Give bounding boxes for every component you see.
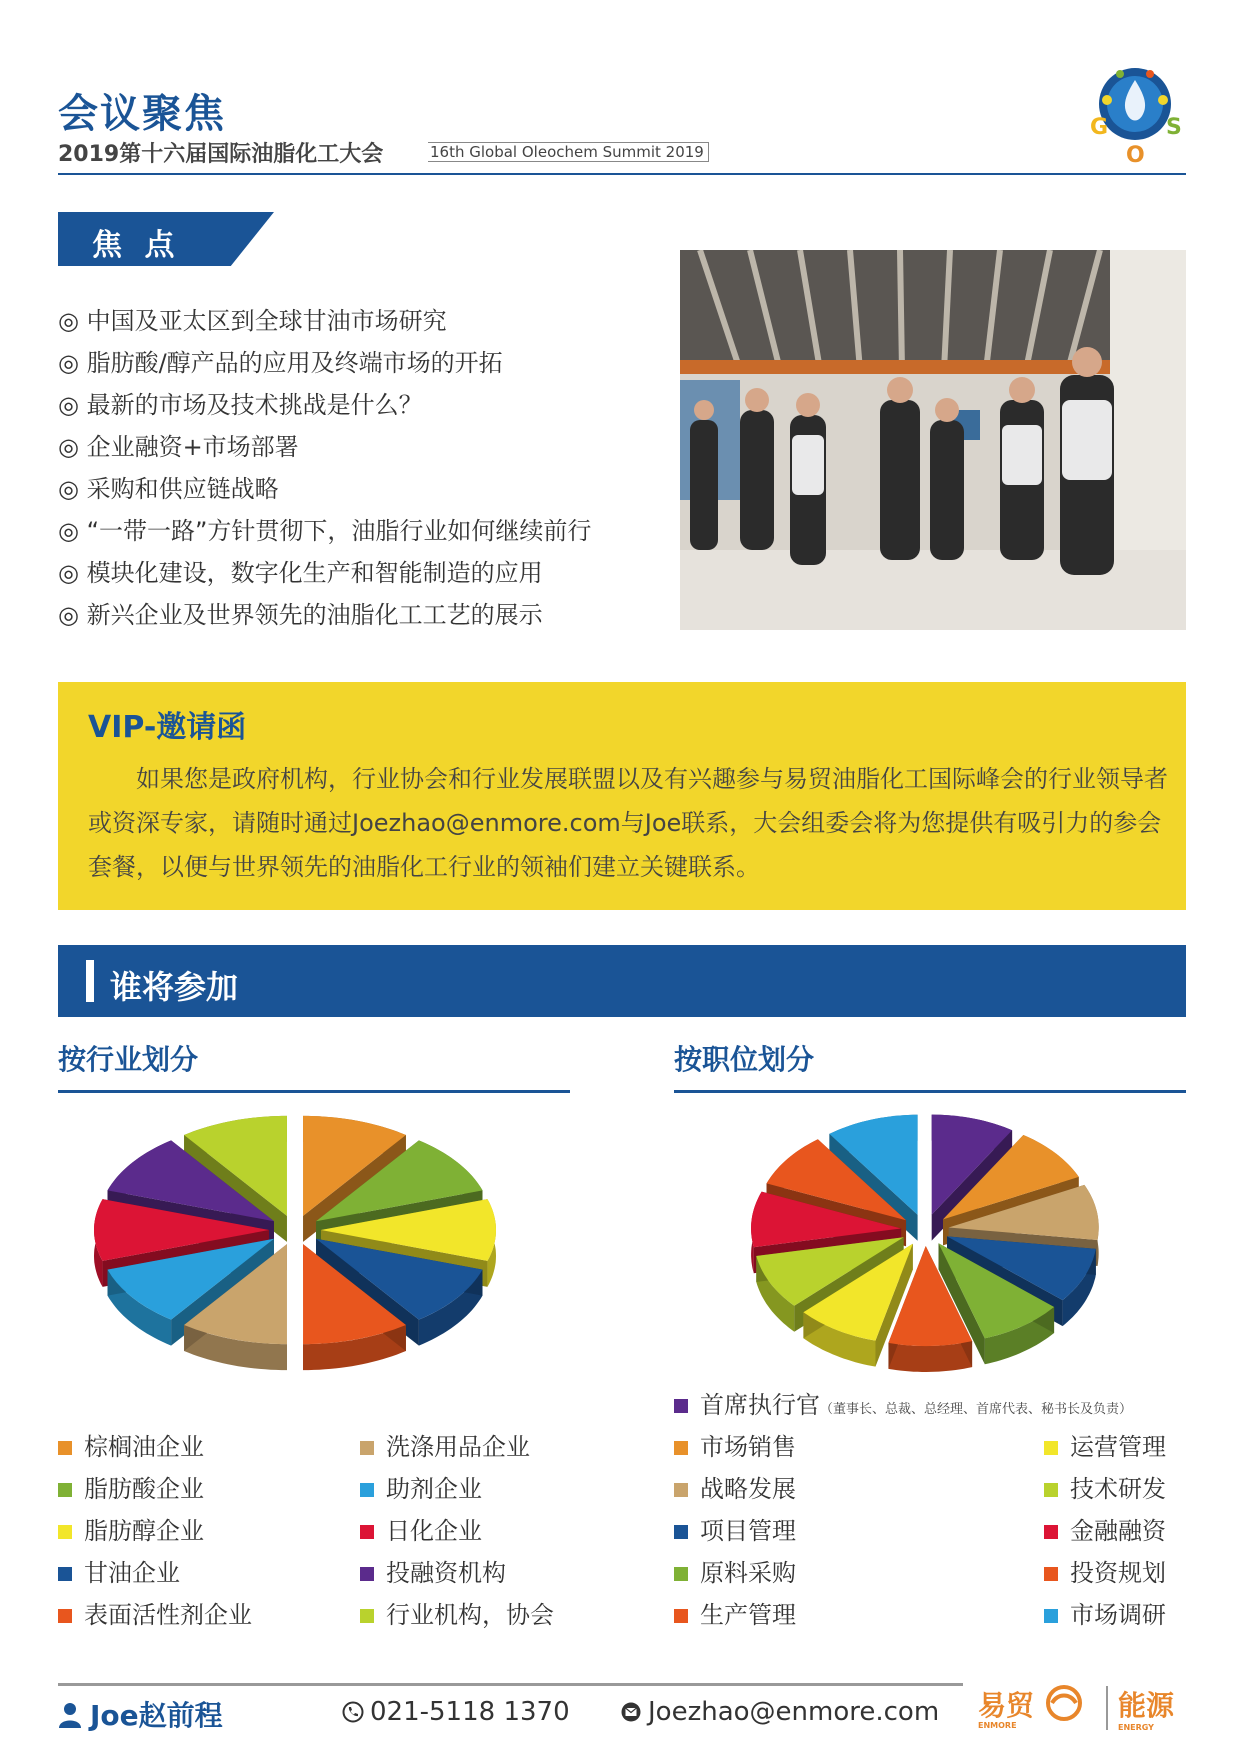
phone-icon — [342, 1701, 364, 1723]
industry-pie-chart — [90, 1110, 510, 1390]
legend-swatch — [58, 1609, 72, 1623]
logo-letter-s: S — [1166, 115, 1182, 140]
legend-label: 脂肪醇企业 — [84, 1517, 204, 1545]
legend-item — [360, 1552, 554, 1594]
legend-label: 棕榈油企业 — [84, 1433, 204, 1461]
contact-name-text: Joe赵前程 — [90, 1699, 223, 1732]
legend-item — [58, 1510, 252, 1552]
position-legend-col-2 — [1044, 1426, 1166, 1636]
enmore-logo-text: 易贸 — [978, 1689, 1035, 1722]
legend-label: 市场调研 — [1070, 1601, 1166, 1629]
legend-swatch — [58, 1441, 72, 1455]
legend-label: 生产管理 — [700, 1601, 796, 1629]
legend-label: 投资规划 — [1070, 1559, 1166, 1587]
contact-phone-text: 021-5118 1370 — [370, 1697, 570, 1727]
list-item: ◎ 企业融资+市场部署 — [58, 433, 299, 461]
industry-legend-col-2 — [360, 1426, 554, 1636]
legend-item — [360, 1510, 554, 1552]
contact-email[interactable] — [620, 1697, 939, 1727]
legend-swatch — [674, 1483, 688, 1497]
list-item: ◎ 最新的市场及技术挑战是什么？ — [58, 391, 423, 419]
legend-swatch — [1044, 1525, 1058, 1539]
header-divider — [58, 173, 1186, 175]
position-heading-rule — [674, 1090, 1186, 1093]
legend-item — [674, 1552, 796, 1594]
logo-letter-g: G — [1090, 115, 1109, 140]
legend-swatch — [1044, 1609, 1058, 1623]
legend-label: 金融融资 — [1070, 1517, 1166, 1545]
legend-label: 甘油企业 — [84, 1559, 180, 1587]
energy-logo-en: ENERGY — [1118, 1723, 1154, 1732]
conference-photo — [680, 250, 1186, 630]
enmore-logo-en: ENMORE — [978, 1721, 1017, 1730]
legend-item — [58, 1594, 252, 1636]
enmore-logo — [978, 1684, 1084, 1730]
brand-divider — [1106, 1686, 1108, 1730]
legend-swatch — [674, 1567, 688, 1581]
legend-label: 助剂企业 — [386, 1475, 482, 1503]
mail-icon — [620, 1701, 642, 1723]
legend-item — [360, 1594, 554, 1636]
legend-label: 洗涤用品企业 — [386, 1433, 530, 1461]
event-title-en: 16th Global Oleochem Summit 2019 — [428, 142, 709, 162]
legend-item — [58, 1468, 252, 1510]
legend-item — [1044, 1510, 1166, 1552]
legend-swatch — [58, 1525, 72, 1539]
contact-name — [58, 1694, 223, 1734]
legend-label: 战略发展 — [700, 1475, 796, 1503]
legend-item — [1044, 1594, 1166, 1636]
legend-label: 表面活性剂企业 — [84, 1601, 252, 1629]
who-attends-title: 谁将参加 — [110, 968, 239, 1006]
vip-body-text: 如果您是政府机构，行业协会和行业发展联盟以及有兴趣参与易贸油脂化工国际峰会的行业领导者或资深专家，请随时通过Joezhao@enmore.com与Joe联系，大会组委会将为您提供有吸引力的参会套餐，以便与世界领先的油脂化工行业的领袖们建立关键联系。 — [88, 765, 1168, 881]
legend-item — [360, 1468, 554, 1510]
legend-item — [1044, 1552, 1166, 1594]
legend-label: 技术研发 — [1070, 1475, 1166, 1503]
vip-title: VIP-邀请函 — [88, 710, 247, 745]
legend-swatch — [360, 1441, 374, 1455]
industry-legend-col-1 — [58, 1426, 252, 1636]
legend-item-ceo — [674, 1384, 1132, 1426]
legend-item — [674, 1594, 796, 1636]
contact-phone[interactable] — [342, 1697, 570, 1727]
position-heading: 按职位划分 — [674, 1043, 815, 1076]
legend-label: 行业机构，协会 — [386, 1601, 554, 1629]
legend-item — [1044, 1468, 1166, 1510]
list-item: ◎ 模块化建设，数字化生产和智能制造的应用 — [58, 559, 543, 587]
legend-label: 市场销售 — [700, 1433, 796, 1461]
legend-label: 投融资机构 — [386, 1559, 506, 1587]
legend-note: （董事长、总裁、总经理、首席代表、秘书长及负责） — [820, 1402, 1133, 1417]
legend-label: 日化企业 — [386, 1517, 482, 1545]
legend-label: 脂肪酸企业 — [84, 1475, 204, 1503]
legend-swatch — [674, 1609, 688, 1623]
legend-swatch — [674, 1399, 688, 1413]
focus-banner-title: 焦 点 — [92, 228, 181, 263]
page-title: 会议聚焦 — [58, 91, 226, 137]
legend-label: 首席执行官 — [700, 1391, 820, 1419]
legend-swatch — [674, 1525, 688, 1539]
event-title-cn: 2019第十六届国际油脂化工大会 — [58, 142, 384, 167]
energy-logo-text: 能源 — [1118, 1689, 1175, 1722]
legend-swatch — [1044, 1483, 1058, 1497]
logo-letter-o: O — [1126, 143, 1145, 168]
enmore-swirl-icon — [1044, 1685, 1084, 1721]
contact-email-text: Joezhao@enmore.com — [648, 1697, 940, 1727]
footer-divider — [58, 1683, 963, 1686]
position-legend-col-1 — [674, 1426, 796, 1636]
legend-item — [674, 1510, 796, 1552]
legend-swatch — [360, 1483, 374, 1497]
legend-item — [674, 1468, 796, 1510]
focus-list — [58, 300, 678, 636]
legend-swatch — [58, 1567, 72, 1581]
list-item: ◎ 采购和供应链战略 — [58, 475, 279, 503]
list-item: ◎ “一带一路”方针贯彻下，油脂行业如何继续前行 — [58, 517, 592, 545]
legend-swatch — [360, 1609, 374, 1623]
legend-label: 运营管理 — [1070, 1433, 1166, 1461]
energy-logo — [1118, 1684, 1174, 1732]
legend-label: 项目管理 — [700, 1517, 796, 1545]
person-icon — [58, 1702, 82, 1728]
legend-label: 原料采购 — [700, 1559, 796, 1587]
list-item: ◎ 中国及亚太区到全球甘油市场研究 — [58, 307, 447, 335]
legend-swatch — [360, 1567, 374, 1581]
industry-heading-rule — [58, 1090, 570, 1093]
legend-item — [674, 1426, 796, 1468]
legend-swatch — [360, 1525, 374, 1539]
legend-item — [1044, 1426, 1166, 1468]
legend-swatch — [674, 1441, 688, 1455]
list-item: ◎ 新兴企业及世界领先的油脂化工工艺的展示 — [58, 601, 543, 629]
list-item: ◎ 脂肪酸/醇产品的应用及终端市场的开拓 — [58, 349, 503, 377]
legend-item — [360, 1426, 554, 1468]
banner-accent-bar — [86, 960, 94, 1002]
gos-logo-icon — [1080, 62, 1190, 172]
legend-swatch — [58, 1483, 72, 1497]
legend-item — [58, 1552, 252, 1594]
position-pie-chart — [740, 1110, 1120, 1390]
industry-heading: 按行业划分 — [58, 1043, 199, 1076]
legend-swatch — [1044, 1567, 1058, 1581]
legend-swatch — [1044, 1441, 1058, 1455]
legend-item — [58, 1426, 252, 1468]
